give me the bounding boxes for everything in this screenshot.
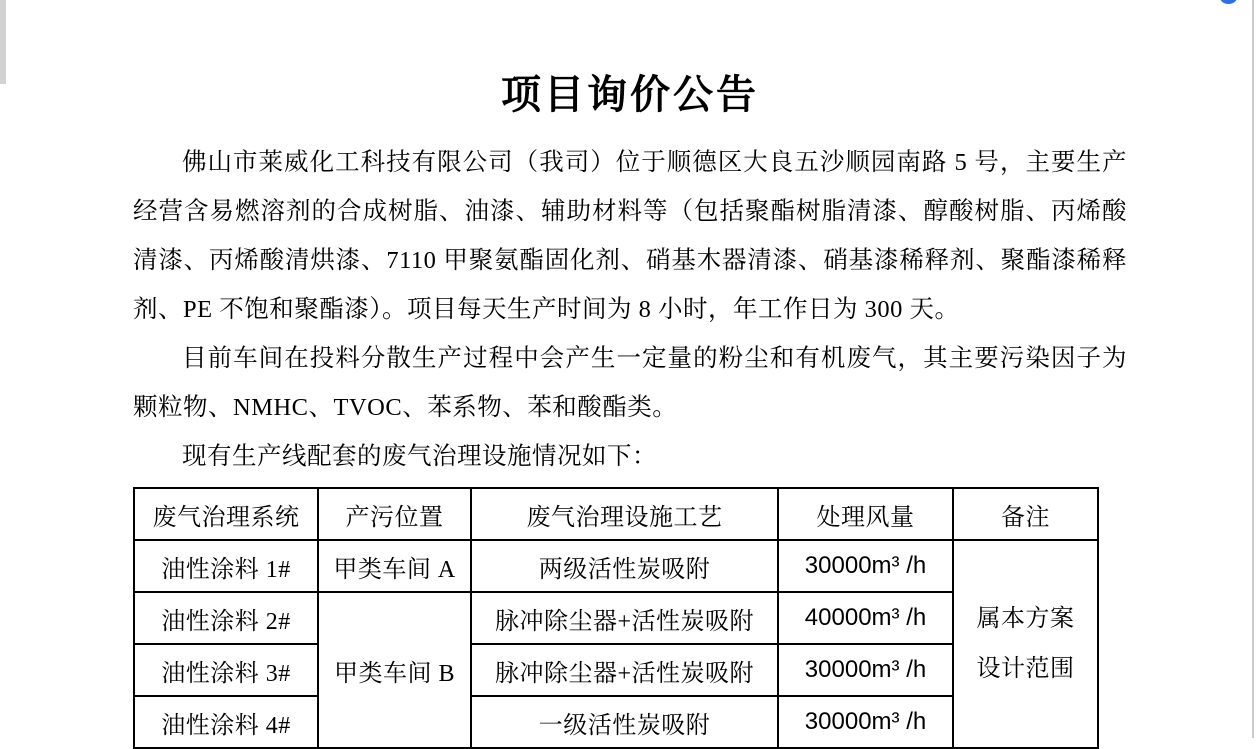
paragraph-pollutants: 目前车间在投料分散生产过程中会产生一定量的粉尘和有机废气，其主要污染因子为颗粒物、NMHC、TVOC、苯系物、苯和酸酯类。 <box>133 345 1127 421</box>
cell-system: 油性涂料 4# <box>134 696 318 748</box>
table-row <box>134 540 1098 592</box>
header-remark: 备注 <box>953 488 1098 540</box>
cell-process: 脉冲除尘器+活性炭吸附 <box>471 644 778 696</box>
cell-airflow <box>778 644 953 696</box>
header-process: 废气治理设施工艺 <box>471 488 778 540</box>
document-body <box>133 138 1127 481</box>
remark-line-1: 属本方案 <box>976 606 1075 632</box>
cell-system: 油性涂料 2# <box>134 592 318 644</box>
cell-remark <box>953 540 1098 748</box>
cell-system: 油性涂料 1# <box>134 540 318 592</box>
header-location: 产污位置 <box>318 488 471 540</box>
paragraph-table-intro: 现有生产线配套的废气治理设施情况如下： <box>182 443 657 470</box>
cell-location: 甲类车间 A <box>318 540 471 592</box>
cell-process: 一级活性炭吸附 <box>471 696 778 748</box>
page-left-edge <box>0 0 6 84</box>
header-airflow: 处理风量 <box>778 488 953 540</box>
waste-gas-facilities-table <box>133 487 1099 749</box>
header-system: 废气治理系统 <box>134 488 318 540</box>
remark-line-2: 设计范围 <box>976 656 1075 682</box>
airflow-value: 30000m³ /h <box>804 708 927 735</box>
paragraph-company-intro: 佛山市莱威化工科技有限公司（我司）位于顺德区大良五沙顺园南路 5 号，主要生产经营含易燃溶剂的合成树脂、油漆、辅助材料等（包括聚酯树脂清漆、醇酸树脂、丙烯酸清漆、丙烯酸清烘漆、7110 甲聚氨酯固化剂、硝基木器清漆、硝基漆稀释剂、聚酯漆稀释剂、PE 不饱和聚酯漆）。项目每天生产时间为 8 小时，年工作日为 300 天。 <box>133 149 1127 323</box>
cell-process: 两级活性炭吸附 <box>471 540 778 592</box>
table-header-row <box>134 488 1098 540</box>
page-right-edge <box>1252 0 1254 738</box>
cell-airflow <box>778 592 953 644</box>
cell-location: 甲类车间 B <box>318 592 471 748</box>
page-title: 项目询价公告 <box>501 72 759 117</box>
airflow-value: 30000m³ /h <box>804 552 927 579</box>
cell-airflow <box>778 696 953 748</box>
scroll-indicator-bubble-icon[interactable] <box>1220 0 1237 4</box>
airflow-value: 40000m³ /h <box>804 604 927 631</box>
cell-system: 油性涂料 3# <box>134 644 318 696</box>
cell-airflow <box>778 540 953 592</box>
cell-process: 脉冲除尘器+活性炭吸附 <box>471 592 778 644</box>
document-page <box>133 0 1127 749</box>
airflow-value: 30000m³ /h <box>804 656 927 683</box>
